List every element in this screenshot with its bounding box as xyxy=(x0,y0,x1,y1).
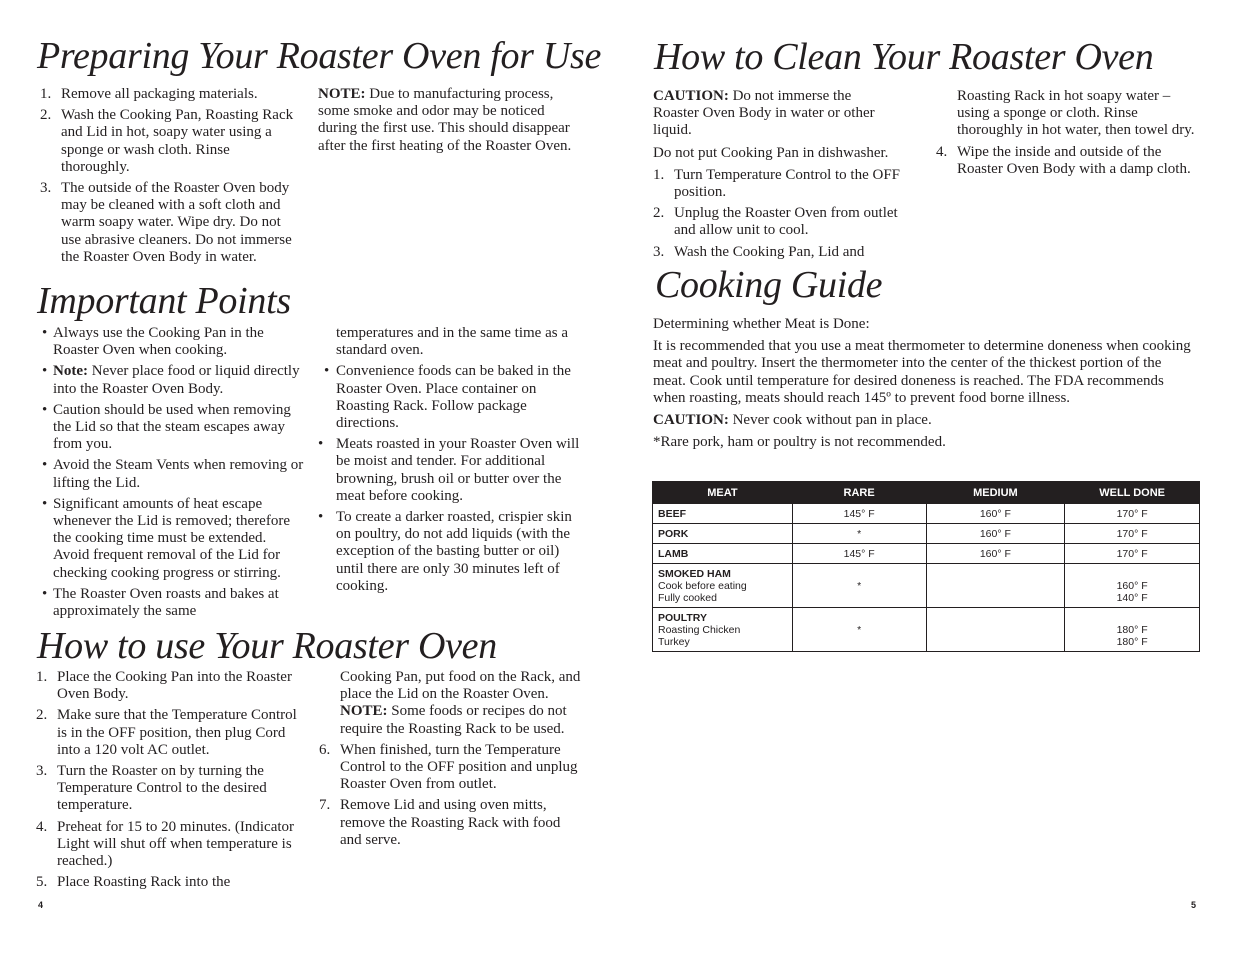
table-row xyxy=(653,504,1200,524)
important-bullet xyxy=(42,402,304,454)
well-done-cell xyxy=(1065,608,1200,652)
cooking-guide-text xyxy=(653,316,1193,456)
table-row xyxy=(653,564,1200,608)
medium-cell: 160° F xyxy=(926,524,1065,544)
meat-cell xyxy=(653,544,793,564)
column-header-rare: RARE xyxy=(792,482,926,504)
well-done-cell: 170° F xyxy=(1065,504,1200,524)
how-to-continuation xyxy=(319,669,585,738)
step-text: Remove Lid and using oven mitts, remove the Roasting Rack with food and serve. xyxy=(340,797,561,848)
how-to-use-title: How to use Your Roaster Oven xyxy=(37,625,497,667)
step-number: 2. xyxy=(40,107,52,124)
important-bullet xyxy=(42,457,304,491)
medium-cell: 160° F xyxy=(926,504,1065,524)
rare-cell: * xyxy=(792,524,926,544)
page-number-right: 5 xyxy=(1191,900,1197,910)
how-to-step xyxy=(36,669,304,703)
how-to-use-right-column xyxy=(319,669,585,853)
rare-note: *Rare pork, ham or poultry is not recommended. xyxy=(653,434,946,451)
bullet-mark: • xyxy=(42,495,48,512)
step-text: Unplug the Roaster Oven from outlet and allow unit to cool. xyxy=(674,205,898,239)
important-bullet xyxy=(42,325,304,359)
continuation-note-label: NOTE: xyxy=(340,703,388,720)
cooking-guide-title: Cooking Guide xyxy=(655,264,883,306)
important-points-title: Important Points xyxy=(37,280,291,322)
meat-cell xyxy=(653,564,793,608)
bullet-text: Always use the Cooking Pan in the Roaster Oven when cooking. xyxy=(53,325,264,359)
how-to-step xyxy=(319,742,585,794)
clean-continuation: Roasting Rack in hot soapy water – using a sponge or cloth. Rinse thoroughly in hot water, then towel dry. xyxy=(957,88,1195,139)
clean-caution xyxy=(653,88,883,140)
bullet-text: To create a darker roasted, crispier skin on poultry, do not add liquids (with the exception of the basting butter or oil) until there are only 30 minutes left of cooking. xyxy=(336,509,572,594)
continuation-text: Cooking Pan, put food on the Rack, and place the Lid on the Roaster Oven. xyxy=(340,669,581,703)
bullet-mark: • xyxy=(42,325,48,341)
step-text: Wash the Cooking Pan, Roasting Rack and Lid in hot, soapy water using a sponge or wash cloth. Rinse thoroughly. xyxy=(61,107,294,175)
bullet-mark: • xyxy=(324,363,330,380)
important-points-left-column xyxy=(42,325,304,624)
meat-cell xyxy=(653,608,793,652)
medium-cell: 160° F xyxy=(926,544,1065,564)
step-text: Preheat for 15 to 20 minutes. (Indicator Light will shut off when temperature is reached.) xyxy=(57,818,295,870)
meat-name: PORK xyxy=(658,528,689,540)
bullet-text: Meats roasted in your Roaster Oven will be moist and tender. For additional browning, brush oil or butter over the meat before cooking. xyxy=(336,436,580,504)
how-to-step xyxy=(36,707,304,759)
step-number: 7. xyxy=(319,797,331,814)
how-to-step xyxy=(36,874,304,891)
column-header-medium: MEDIUM xyxy=(926,482,1065,504)
important-points-right-column xyxy=(318,325,584,599)
step-number: 1. xyxy=(653,166,665,183)
meat-name: LAMB xyxy=(658,548,689,560)
meat-subtype: Fully cooked xyxy=(658,592,717,604)
page-number-left: 4 xyxy=(38,900,44,910)
clean-step xyxy=(653,205,921,239)
rare-cell: 145° F xyxy=(792,544,926,564)
preparing-step xyxy=(40,107,302,176)
bullet-text: Convenience foods can be baked in the Roaster Oven. Place container on Roasting Rack. Follow package directions. xyxy=(336,363,571,432)
table-row xyxy=(653,524,1200,544)
clean-title: How to Clean Your Roaster Oven xyxy=(654,36,1154,78)
medium-cell xyxy=(926,564,1065,608)
cooking-guide-table xyxy=(652,481,1200,652)
clean-step xyxy=(936,144,1198,178)
bullet-text: Caution should be used when removing the Lid so that the steam escapes away from you. xyxy=(53,401,291,453)
well-done-value: 160° F xyxy=(1116,580,1148,592)
cooking-body: It is recommended that you use a meat thermometer to determine doneness when cooking meat and poultry. Insert the thermometer into the center of the thickest portion of the meat. Cook until temperature for desired doneness is reached. The FDA recommends when roasting, meats should reach 145º to prevent food borne illness. xyxy=(653,338,1191,406)
step-text: Make sure that the Temperature Control is in the OFF position, then plug Cord into a 120 volt AC outlet. xyxy=(57,707,297,758)
bullet-mark: • xyxy=(42,585,48,602)
important-bullet xyxy=(318,509,584,595)
meat-name: POULTRY xyxy=(658,612,707,624)
table-row xyxy=(653,608,1200,652)
meat-subtype: Turkey xyxy=(658,636,690,648)
bullet-text: Significant amounts of heat escape whenever the Lid is removed; therefore the cooking time must be extended. Avoid frequent removal of the Lid for checking cooking progress or stirring. xyxy=(53,495,290,581)
step-number: 4. xyxy=(936,143,948,160)
bullet-mark: • xyxy=(318,509,324,526)
step-number: 6. xyxy=(319,741,331,758)
step-text: Wash the Cooking Pan, Lid and xyxy=(674,243,865,260)
step-text: Wipe the inside and outside of the Roaster Oven Body with a damp cloth. xyxy=(957,143,1191,177)
medium-cell xyxy=(926,608,1065,652)
important-continuation: temperatures and in the same time as a standard oven. xyxy=(336,325,568,359)
step-number: 2. xyxy=(653,205,665,222)
step-text: Turn Temperature Control to the OFF position. xyxy=(674,166,901,201)
step-text: Turn the Roaster on by turning the Temperature Control to the desired temperature. xyxy=(57,763,267,814)
bullet-mark: • xyxy=(42,363,48,380)
bullet-text: Avoid the Steam Vents when removing or lifting the Lid. xyxy=(53,457,304,491)
step-number: 1. xyxy=(36,669,48,685)
how-to-use-left-column xyxy=(36,669,304,895)
important-bullet xyxy=(318,363,584,432)
important-bullet xyxy=(42,586,304,620)
step-number: 4. xyxy=(36,818,48,835)
bullet-bold-label: Note: xyxy=(53,363,88,380)
column-header-meat: MEAT xyxy=(653,482,793,504)
clean-step xyxy=(653,244,921,261)
step-text: Place Roasting Rack into the xyxy=(57,874,231,891)
meat-name: SMOKED HAM xyxy=(658,568,731,580)
well-done-cell xyxy=(1065,564,1200,608)
clean-right-column xyxy=(936,88,1198,182)
important-bullet xyxy=(42,496,304,582)
well-done-cell: 170° F xyxy=(1065,524,1200,544)
caution-text: Never cook without pan in place. xyxy=(728,412,932,429)
note-text: Due to manufacturing process, some smoke and odor may be noticed during the first use. This should disappear after the first heating of the Roaster Oven. xyxy=(318,86,572,154)
step-text: Place the Cooking Pan into the Roaster Oven Body. xyxy=(57,669,292,703)
rare-cell: 145° F xyxy=(792,504,926,524)
clean-step xyxy=(653,167,921,201)
well-done-value: 140° F xyxy=(1116,592,1148,604)
rare-cell: * xyxy=(792,564,926,608)
how-to-step xyxy=(319,797,585,849)
preparing-steps-column xyxy=(40,86,302,270)
step-number: 2. xyxy=(36,707,48,724)
step-text: The outside of the Roaster Oven body may be cleaned with a soft cloth and warm soapy water. Wipe dry. Do not use abrasive cleaners. Do not immerse the Roaster Oven Body in water. xyxy=(61,180,292,265)
bullet-mark: • xyxy=(42,401,48,418)
note-label: NOTE: xyxy=(318,86,366,102)
column-header-well-done: WELL DONE xyxy=(1065,482,1200,504)
preparing-step xyxy=(40,86,302,103)
rare-cell: * xyxy=(792,608,926,652)
clean-left-column xyxy=(653,88,921,265)
caution-text: Do not immerse the Roaster Oven Body in water or other liquid. xyxy=(653,88,875,139)
step-text: Remove all packaging materials. xyxy=(61,86,258,102)
caution-label: CAUTION: xyxy=(653,412,729,429)
well-done-cell: 170° F xyxy=(1065,544,1200,564)
continuation-text: Some foods or recipes do not require the Roasting Rack to be used. xyxy=(340,703,567,737)
meat-subtype: Cook before eating xyxy=(658,580,747,592)
how-to-step xyxy=(36,819,304,871)
meat-name: BEEF xyxy=(658,508,687,520)
step-number: 3. xyxy=(653,243,665,260)
step-number: 3. xyxy=(36,763,48,780)
step-number: 5. xyxy=(36,874,48,891)
important-bullet xyxy=(42,363,304,397)
preparing-note xyxy=(318,86,586,160)
meat-cell xyxy=(653,504,793,524)
cooking-caution xyxy=(653,412,1193,429)
how-to-step xyxy=(36,763,304,815)
meat-subtype: Roasting Chicken xyxy=(658,624,741,636)
bullet-text: Never place food or liquid directly into the Roaster Oven Body. xyxy=(53,363,300,397)
meat-cell xyxy=(653,524,793,544)
well-done-value: 180° F xyxy=(1116,636,1148,648)
well-done-value: 180° F xyxy=(1116,624,1148,636)
bullet-mark: • xyxy=(42,457,48,474)
cooking-intro: Determining whether Meat is Done: xyxy=(653,316,870,332)
caution-label: CAUTION: xyxy=(653,88,729,104)
step-number: 1. xyxy=(40,86,52,102)
clean-dishwasher-note: Do not put Cooking Pan in dishwasher. xyxy=(653,144,889,161)
step-number: 3. xyxy=(40,180,52,197)
preparing-title: Preparing Your Roaster Oven for Use xyxy=(37,35,602,77)
table-header-row xyxy=(653,482,1200,504)
important-bullet xyxy=(318,436,584,505)
preparing-step xyxy=(40,180,302,266)
step-text: When finished, turn the Temperature Control to the OFF position and unplug Roaster Oven from outlet. xyxy=(340,741,578,793)
bullet-mark: • xyxy=(318,436,324,453)
bullet-text: The Roaster Oven roasts and bakes at approximately the same xyxy=(53,585,279,620)
table-row xyxy=(653,544,1200,564)
